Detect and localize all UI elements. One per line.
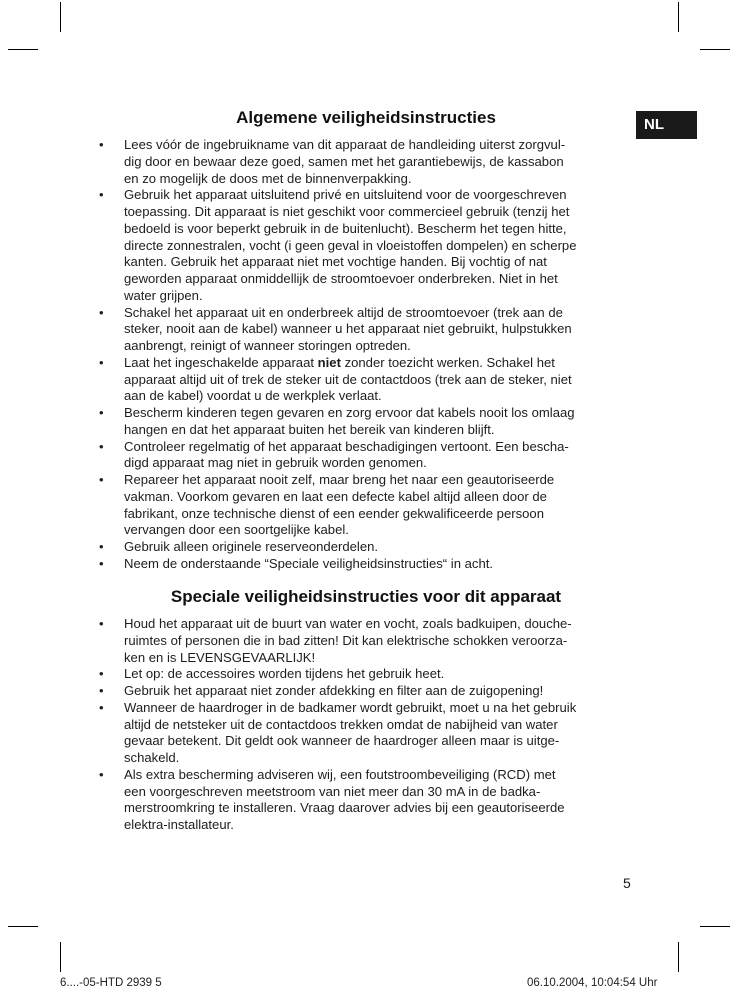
- list-item: • Controleer regelmatig of het apparaat beschadigingen vertoont. Een bescha- digd apparaat mag niet in gebruik worden genomen.: [99, 438, 569, 471]
- footer-file-info: 6....-05-HTD 2939 5: [60, 977, 162, 989]
- bullet-icon: •: [99, 699, 104, 715]
- crop-mark: [8, 49, 38, 50]
- page-number: 5: [623, 875, 631, 891]
- list-item: • Laat het ingeschakelde apparaat niet zonder toezicht werken. Schakel het apparaat altijd uit of trek de steker uit de contactdoos (trek aan de steker, niet aan de kabel) voordat u de werkplek verlaat.: [99, 354, 572, 404]
- footer-timestamp: 06.10.2004, 10:04:54 Uhr: [527, 977, 658, 989]
- list-item: • Bescherm kinderen tegen gevaren en zorg ervoor dat kabels nooit los omlaag hangen en dat het apparaat buiten het bereik van kinderen blijft.: [99, 405, 575, 437]
- section-title-special: Speciale veiligheidsinstructies voor dit apparaat: [170, 587, 562, 606]
- list-item: • Als extra bescherming adviseren wij, een foutstroombeveiliging (RCD) met een voorgeschreven meetstroom van niet meer dan 30 mA in de badka- merstroomkring te installeren. Vraag daarover advies bij een geautoriseerde elektra-installateur.: [99, 766, 565, 832]
- section-title-general: Algemene veiligheidsinstructies: [236, 108, 496, 127]
- bullet-icon: •: [99, 137, 104, 152]
- bullet-icon: •: [99, 539, 104, 554]
- special-safety-list: [96, 616, 636, 834]
- crop-mark: [678, 2, 679, 32]
- language-tab: NL: [636, 111, 697, 139]
- crop-mark: [60, 2, 61, 32]
- crop-mark: [60, 942, 61, 972]
- bullet-icon: •: [99, 472, 104, 487]
- list-item: • Schakel het apparaat uit en onderbreek altijd de stroomtoevoer (trek aan de steker, nooit aan de kabel) wanneer u het apparaat niet gebruikt, hulpstukken aanbrengt, reinigt of wanneer storingen optreden.: [99, 304, 572, 353]
- crop-mark: [8, 926, 38, 927]
- bullet-icon: •: [99, 187, 104, 203]
- general-safety-list: [96, 137, 636, 573]
- bullet-icon: •: [99, 438, 104, 454]
- bullet-icon: •: [99, 304, 104, 320]
- list-item: • Lees vóór de ingebruikname van dit apparaat de handleiding uiterst zorgvul- dig door en bewaar deze goed, samen met het garantiebewijs, de kassabon en zo mogelijk de doos met de binnenverpakking.: [99, 137, 566, 186]
- list-item: • Gebruik alleen originele reserveonderdelen.: [99, 539, 379, 554]
- emphasis-text: niet: [317, 354, 341, 370]
- list-item: • Houd het apparaat uit de buurt van water en vocht, zoals badkuipen, douche- ruimtes of personen die in bad zitten! Dit kan elektrische schokken veroorza- ken en is LEVENSGEVAARLIJK!: [99, 616, 572, 665]
- bullet-icon: •: [99, 766, 104, 782]
- bullet-icon: •: [99, 354, 104, 370]
- list-item: • Repareer het apparaat nooit zelf, maar breng het naar een geautoriseerde vakman. Voorkom gevaren en laat een defecte kabel altijd alleen door de fabrikant, onze technische dienst of een eender gekwalificeerde persoon vervangen door een soortgelijke kabel.: [99, 472, 555, 538]
- bullet-icon: •: [99, 405, 104, 420]
- bullet-icon: •: [99, 683, 104, 698]
- crop-mark: [700, 49, 730, 50]
- crop-mark: [700, 926, 730, 927]
- bullet-icon: •: [99, 666, 104, 682]
- bullet-icon: •: [99, 616, 104, 631]
- list-item: • Wanneer de haardroger in de badkamer wordt gebruikt, moet u na het gebruik altijd de netsteker uit de contactdoos trekken omdat de nabijheid van water gevaar betekent. Dit geldt ook wanneer de haardroger alleen maar is uitge- schakeld.: [99, 699, 577, 765]
- list-item: • Let op: de accessoires worden tijdens het gebruik heet.: [99, 666, 445, 682]
- list-item: • Neem de onderstaande “Speciale veiligheidsinstructies“ in acht.: [99, 555, 494, 571]
- crop-mark: [678, 942, 679, 972]
- list-item: • Gebruik het apparaat uitsluitend privé en uitsluitend voor de voorgeschreven toepassing. Dit apparaat is niet geschikt voor commercieel gebruik (tenzij het bedoeld is voor beperkt gebruik in de buitenlucht). Bescherm het tegen hitte, directe zonnestralen, vocht (i geen geval in vloeistoffen dompelen) en scherpe kanten. Gebruik het apparaat niet met vochtige handen. Bij vochtig of nat geworden apparaat onmiddellijk de stroomtoevoer onderbreken. Niet in het water grijpen.: [99, 187, 577, 303]
- bullet-icon: •: [99, 555, 104, 571]
- list-item: • Gebruik het apparaat niet zonder afdekking en filter aan de zuigopening!: [99, 683, 544, 698]
